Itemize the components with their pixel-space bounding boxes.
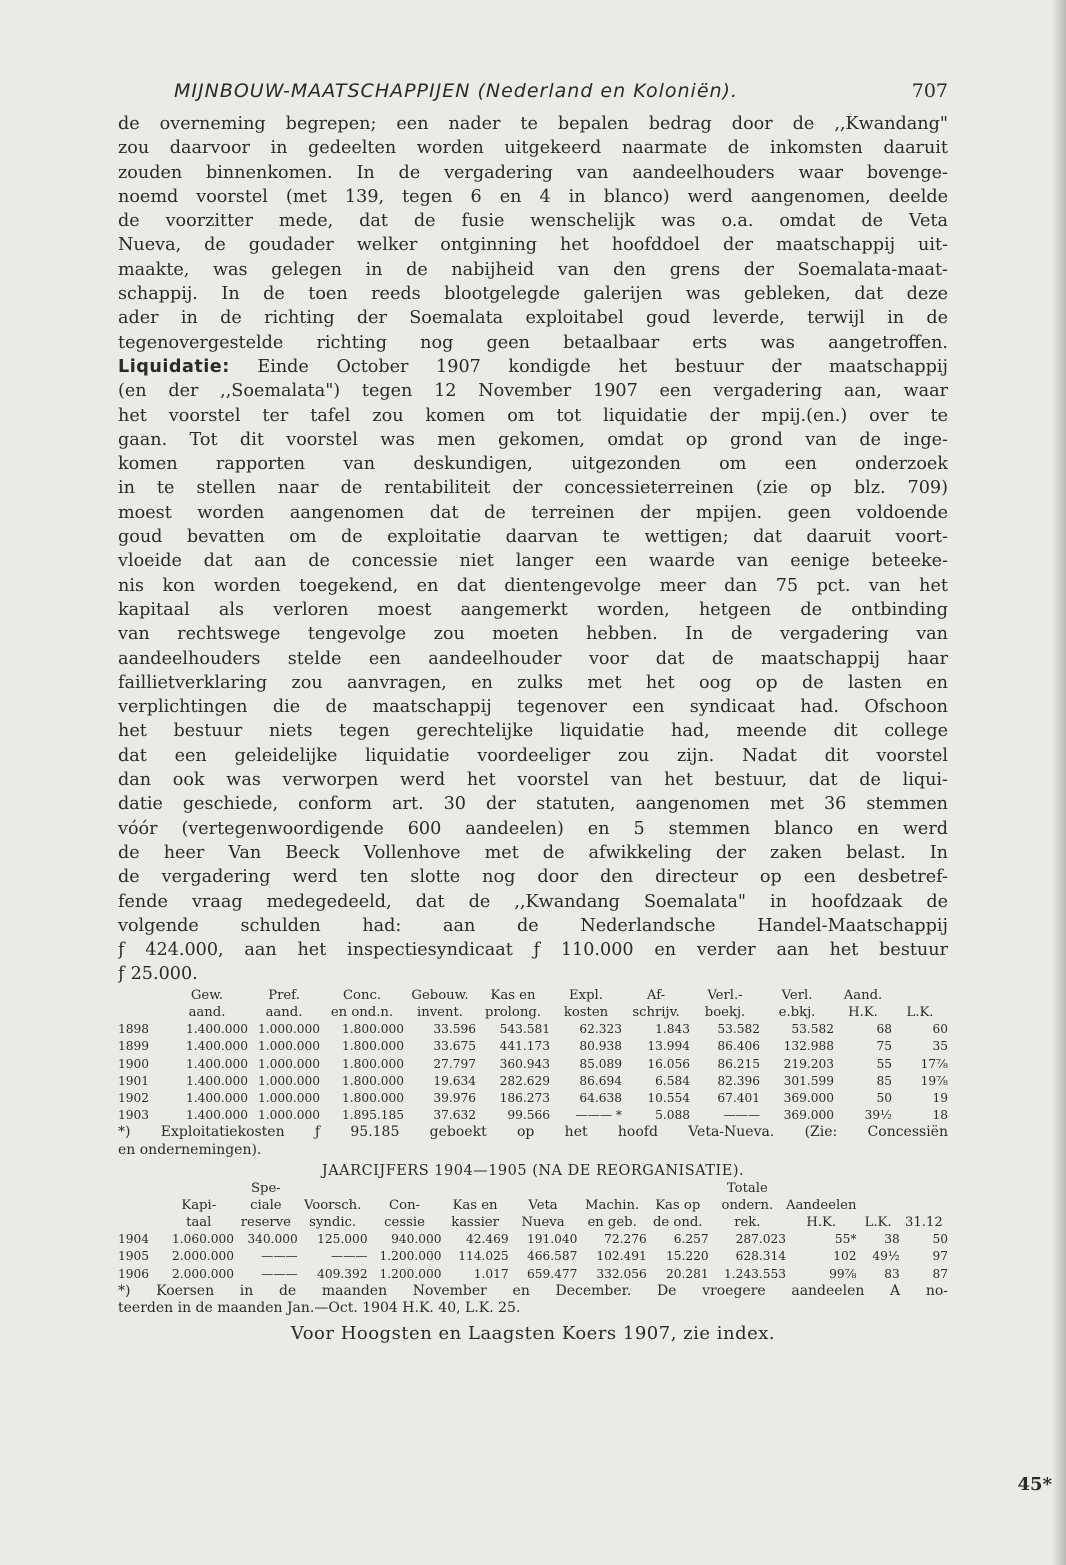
table-cell: 82.396	[717, 1073, 760, 1088]
text-line: kapitaal als verloren moest aangemerkt worden, hetgeen de ontbinding	[118, 599, 948, 620]
table-cell	[900, 1180, 948, 1197]
footer-index-note: Voor Hoogsten en Laagsten Koers 1907, zie index.	[290, 1322, 776, 1344]
text-line: maakte, was gelegen in de nabijheid van den grens der Soemalata-maat-	[118, 259, 948, 280]
table-cell: ———	[261, 1266, 298, 1281]
table-cell: 31.12	[904, 1214, 943, 1230]
row-label-cell: 1902	[118, 1090, 150, 1105]
text-line: het voorstel ter tafel zou komen om tot liquidatie der mpij.(en.) over te	[118, 405, 948, 426]
table-cell: Aandeelen	[786, 1197, 857, 1213]
row-label-cell: 1903	[118, 1108, 150, 1123]
row-label-cell: 1898	[118, 1022, 150, 1037]
text-line: de heer Van Beeck Vollenhove met de afwikkeling der zaken belast. In	[118, 842, 948, 863]
table-row	[118, 1021, 948, 1038]
table-cell: Verl.-	[707, 987, 743, 1003]
text-line: faillietverklaring zou aanvragen, en zulks met het oog op de lasten en	[118, 672, 948, 693]
table-cell: 1.400.000	[185, 1056, 248, 1071]
table-cell: 49½	[872, 1249, 900, 1264]
table-cell: cessie	[384, 1214, 425, 1230]
table2-footnote	[118, 1283, 948, 1318]
table-header-row	[118, 1180, 948, 1197]
table-cell: 39½	[864, 1108, 892, 1123]
table-cell: Kapi-	[181, 1197, 217, 1213]
table-cell: 125.000	[317, 1232, 368, 1247]
table-cell: en ond.n.	[330, 1004, 394, 1020]
text-line: zouden binnenkomen. In de vergadering van aandeelhouders waar bovenge-	[118, 162, 948, 183]
table-cell: Verl.	[781, 987, 813, 1003]
table-cell: 6.584	[655, 1073, 690, 1088]
table-cell: 60	[932, 1022, 948, 1037]
text-line: ader in de richting der Soemalata exploitabel goud leverde, terwijl in de	[118, 308, 948, 329]
table-cell: 332.056	[596, 1266, 647, 1281]
text-line: Nueva, de goudader welker ontginning het hoofddoel der maatschappij uit-	[118, 235, 948, 256]
table-cell: 369.000	[783, 1090, 834, 1105]
liquidatie-keyword: Liquidatie:	[118, 356, 230, 377]
page-header	[118, 76, 948, 112]
table-cell: Kas op	[655, 1197, 701, 1213]
table-cell: 50	[932, 1232, 948, 1247]
table-cell: 87	[932, 1266, 948, 1281]
table-cell: rek.	[734, 1214, 761, 1230]
row-label-cell: 1901	[118, 1073, 150, 1088]
text-line: vloeide dat aan de concessie niet langer een waarde van eenige beteeke-	[118, 551, 948, 572]
table-cell: 33.675	[433, 1039, 476, 1054]
table-cell: 1.400.000	[185, 1039, 248, 1054]
table-cell: 15.220	[666, 1249, 709, 1264]
table-header-row	[118, 987, 948, 1004]
signature-mark: 45*	[1017, 1474, 1052, 1495]
text-line: van rechtswege tengevolge zou moeten hebben. In de vergadering van	[118, 624, 948, 645]
table-cell: 1.000.000	[257, 1090, 320, 1105]
text-line: datie geschiede, conform art. 30 der statuten, aangenomen met 36 stemmen	[118, 794, 948, 815]
table-cell	[298, 1180, 368, 1197]
table-cell: 83	[884, 1266, 900, 1281]
table-cell: Spe-	[251, 1180, 281, 1196]
table-cell: 99.566	[507, 1108, 550, 1123]
table-cell: 628.314	[735, 1249, 787, 1264]
table-cell: 86.694	[579, 1073, 622, 1088]
footnote-line: en ondernemingen).	[118, 1141, 262, 1158]
table-cell: 409.392	[317, 1266, 368, 1281]
table-cell: 16.056	[647, 1056, 690, 1071]
table-cell: H.K.	[806, 1214, 837, 1230]
table-cell	[856, 1197, 899, 1214]
table-cell: 441.173	[499, 1039, 550, 1054]
table-cell: Pref.	[268, 987, 300, 1003]
text-line: volgende schulden had: aan de Nederlandsche Handel-Maatschappij	[118, 915, 948, 936]
table-cell: Machin.	[585, 1197, 640, 1213]
table-cell: 37.632	[433, 1108, 476, 1123]
table-cell	[577, 1180, 646, 1197]
text-line: verplichtingen die de maatschappij tegenover een syndicaat had. Ofschoon	[118, 697, 948, 718]
table-cell: 86.215	[717, 1056, 760, 1071]
text-line: tegenovergestelde richting nog geen betaalbaar erts was aangetroffen.	[118, 332, 948, 353]
table-cell: Expl.	[569, 987, 603, 1003]
text-line: (en der ,,Soemalata") tegen 12 November 1907 een vergadering aan, waar	[118, 381, 948, 402]
table-cell: 301.599	[783, 1073, 834, 1088]
footnote-line: teerden in de maanden Jan.—Oct. 1904 H.K. 40, L.K. 25.	[118, 1300, 521, 1317]
table-cell: 287.023	[735, 1232, 787, 1247]
table-header-row	[118, 1197, 948, 1214]
text-line: zou daarvoor in gedeelten worden uitgekeerd naarmate de inkomsten daaruit	[118, 138, 948, 159]
table-cell: prolong.	[485, 1004, 541, 1020]
table-header-row	[118, 1004, 948, 1021]
table-cell: reserve	[240, 1214, 291, 1230]
text-line	[118, 355, 948, 379]
table-cell: Voorsch.	[303, 1197, 362, 1213]
text-line: moest worden aangenomen dat de terreinen der mpijen. geen voldoende	[118, 502, 948, 523]
text-line: schappij. In de toen reeds blootgelegde galerijen was gebleken, dat deze	[118, 284, 948, 305]
table-cell: 19.634	[433, 1073, 476, 1088]
table-cell: Totale	[726, 1180, 768, 1196]
table-cell: Gew.	[190, 987, 224, 1003]
table-cell: 17⅞	[920, 1056, 948, 1071]
table-cell: ciale	[250, 1197, 282, 1213]
table-cell: Veta	[528, 1197, 558, 1213]
table-cell: 1.895.185	[341, 1108, 404, 1123]
table-cell: 75	[876, 1039, 892, 1054]
table-cell: 369.000	[783, 1108, 834, 1123]
table-cell	[892, 987, 948, 1004]
table-cell: 33.596	[433, 1022, 476, 1037]
table-cell: ———	[331, 1249, 368, 1264]
financial-table-1898-1903	[118, 987, 948, 1125]
text-line: vóór (vertegenwoordigende 600 aandeelen) en 5 stemmen blanco en werd	[118, 818, 948, 839]
text-line: komen rapporten van deskundigen, uitgezonden om een onderzoek	[118, 454, 948, 475]
table-cell: 1.400.000	[185, 1090, 248, 1105]
table-cell: Af-	[646, 987, 666, 1003]
table-cell: 1.000.000	[257, 1108, 320, 1123]
table-cell: invent.	[417, 1004, 463, 1020]
table-cell	[164, 1180, 235, 1197]
table-cell: kosten	[563, 1004, 609, 1020]
text-line: gaan. Tot dit voorstel was men gekomen, omdat op grond van de inge-	[118, 429, 948, 450]
table-cell: Gebouw.	[411, 987, 469, 1003]
table-cell: de ond.	[652, 1214, 703, 1230]
table-cell	[368, 1180, 442, 1197]
row-label-cell	[118, 1197, 164, 1214]
table-cell: 53.582	[791, 1022, 834, 1037]
table-cell: 191.040	[527, 1232, 578, 1247]
table-cell: 85.089	[579, 1056, 622, 1071]
table-cell: Con-	[389, 1197, 421, 1213]
row-label-cell: 1905	[118, 1249, 150, 1264]
table-cell: 114.025	[458, 1249, 509, 1264]
table-cell: 2.000.000	[172, 1266, 235, 1281]
text-line: de overneming begrepen; een nader te bepalen bedrag door de ,,Kwandang"	[118, 114, 948, 134]
table-cell: 1.800.000	[341, 1056, 404, 1071]
row-label-cell: 1904	[118, 1232, 150, 1247]
text-line: het bestuur niets tegen gerechtelijke liquidatie had, meende dit college	[118, 721, 948, 742]
table-cell: 1.400.000	[185, 1108, 248, 1123]
table-cell: 1.800.000	[341, 1039, 404, 1054]
table-cell: 1.017	[473, 1266, 509, 1281]
table-cell: ——— *	[575, 1108, 622, 1123]
table-cell: taal	[186, 1214, 212, 1230]
table-cell: 1.400.000	[185, 1022, 248, 1037]
table-cell: 1.843	[655, 1022, 690, 1037]
table-cell: Kas en	[452, 1197, 498, 1213]
table-cell: kassier	[451, 1214, 499, 1230]
table-row	[118, 1038, 948, 1055]
table-cell: 1.060.000	[172, 1232, 235, 1247]
table-cell: 68	[876, 1022, 892, 1037]
table-cell: 6.257	[673, 1232, 709, 1247]
table-cell: 19⅞	[920, 1073, 948, 1088]
table-cell: 10.554	[647, 1090, 690, 1105]
table-cell: 1.000.000	[257, 1022, 320, 1037]
footnote-line: *) Koersen in de maanden November en December. De vroegere aandeelen A no-	[118, 1282, 948, 1299]
table-row	[118, 1056, 948, 1073]
liquidatie-first-line: Einde October 1907 kondigde het bestuur der maatschappij	[229, 356, 948, 377]
text-line: de vergadering werd ten slotte nog door den directeur op een desbetref-	[118, 867, 948, 888]
table-cell: Nueva	[521, 1214, 565, 1230]
table-cell: L.K.	[906, 1004, 934, 1020]
table-cell: e.bkj.	[778, 1004, 816, 1020]
table-cell	[900, 1197, 948, 1214]
liquidatie-paragraph	[118, 355, 948, 987]
table-cell: 55*	[834, 1232, 857, 1247]
table-cell: 35	[932, 1039, 948, 1054]
table-cell: 19	[932, 1090, 948, 1105]
text-line: goud bevatten om de exploitatie daarvan te wettigen; dat daaruit voort-	[118, 527, 948, 548]
row-label-cell: 1899	[118, 1039, 150, 1054]
text-line: dan ook was verworpen werd het voorstel van het bestuur, dat de liqui-	[118, 770, 948, 791]
table-cell: 86.406	[717, 1039, 760, 1054]
table-row	[118, 1248, 948, 1265]
text-line: dat een geleidelijke liquidatie voordeeliger zou zijn. Nadat dit voorstel	[118, 745, 948, 766]
table-cell: 1.243.553	[723, 1266, 787, 1281]
table-cell: 80.938	[579, 1039, 622, 1054]
table-cell: aand.	[265, 1004, 303, 1020]
text-line: noemd voorstel (met 139, tegen 6 en 4 in blanco) werd aangenomen, deelde	[118, 186, 948, 207]
table-cell: 18	[932, 1108, 948, 1123]
document-page	[118, 76, 948, 1346]
table-cell: 466.587	[527, 1249, 578, 1264]
table-cell: 27.797	[433, 1056, 476, 1071]
table-cell: syndic.	[309, 1214, 357, 1230]
page-number: 707	[911, 80, 948, 102]
table-cell: 1.800.000	[341, 1022, 404, 1037]
table-cell	[786, 1180, 856, 1197]
table-cell: 282.629	[499, 1073, 550, 1088]
text-line: in te stellen naar de rentabiliteit der concessieterreinen (zie op blz. 709)	[118, 478, 948, 499]
table-cell: 42.469	[465, 1232, 509, 1247]
table-cell: 219.203	[783, 1056, 834, 1071]
text-line: ƒ 424.000, aan het inspectiesyndicaat ƒ 110.000 en verder aan het bestuur	[118, 940, 948, 961]
table-cell: 186.273	[499, 1090, 550, 1105]
running-title: MIJNBOUW-MAATSCHAPPIJEN (Nederland en Koloniën).	[174, 80, 739, 102]
table-cell: 13.994	[647, 1039, 690, 1054]
table-cell: boekj.	[704, 1004, 746, 1020]
table-cell: 67.401	[717, 1090, 760, 1105]
table-cell: 2.000.000	[172, 1249, 235, 1264]
table-cell	[856, 1180, 899, 1197]
table2-title: JAARCIJFERS 1904—1905 (NA DE REORGANISATIE).	[321, 1162, 745, 1179]
table-cell: schrijv.	[632, 1004, 680, 1020]
text-line: fende vraag medegedeeld, dat de ,,Kwandang Soemalata" in hoofdzaak de	[118, 891, 948, 912]
footnote-line: *) Exploitatiekosten ƒ 95.185 geboekt op het hoofd Veta-Nueva. (Zie: Concessiën	[118, 1124, 948, 1141]
table-cell: 99⅞	[829, 1266, 857, 1281]
text-line: aandeelhouders stelde een aandeelhouder voor dat de maatschappij haar	[118, 648, 948, 669]
table-cell: 102	[833, 1249, 857, 1264]
row-label-cell	[118, 987, 166, 1004]
table-cell	[442, 1180, 509, 1197]
row-label-cell	[118, 1214, 164, 1231]
table-cell: 1.200.000	[379, 1266, 442, 1281]
table-cell: H.K.	[848, 1004, 878, 1020]
body-paragraph	[118, 112, 948, 355]
financial-table-1904-1906	[118, 1180, 948, 1283]
table-cell: ondern.	[721, 1197, 774, 1213]
table-cell: 97	[932, 1249, 948, 1264]
text-line: nis kon worden toegekend, en dat dientengevolge meer dan 75 pct. van het	[118, 575, 948, 596]
table-cell: 1.800.000	[341, 1073, 404, 1088]
row-label-cell	[118, 1004, 166, 1021]
table-cell: 1.000.000	[257, 1039, 320, 1054]
table-cell: 5.088	[655, 1108, 690, 1123]
table-cell: 340.000	[247, 1232, 298, 1247]
row-label-cell	[118, 1180, 164, 1197]
table-cell: 543.581	[499, 1022, 550, 1037]
text-line: ƒ 25.000.	[118, 964, 198, 985]
table-cell: 20.281	[666, 1266, 709, 1281]
table-cell: 940.000	[391, 1232, 442, 1247]
table-cell: 1.800.000	[341, 1090, 404, 1105]
table-cell: en geb.	[587, 1214, 637, 1230]
table-cell: 53.582	[717, 1022, 760, 1037]
table-cell	[509, 1180, 578, 1197]
table-row	[118, 1107, 948, 1124]
table-cell: 1.400.000	[185, 1073, 248, 1088]
table-row	[118, 1231, 948, 1248]
table-row	[118, 1266, 948, 1283]
table-cell: 360.943	[499, 1056, 550, 1071]
table-cell: 62.323	[579, 1022, 622, 1037]
table-cell: Aand.	[843, 987, 883, 1003]
table-row	[118, 1073, 948, 1090]
table-cell: Kas en	[490, 987, 536, 1003]
table-cell: 85	[876, 1073, 892, 1088]
page-edge-shadow	[1052, 0, 1066, 1565]
table-cell: 659.477	[527, 1266, 578, 1281]
table-cell: aand.	[188, 1004, 226, 1020]
table-cell: ———	[261, 1249, 298, 1264]
table-cell: L.K.	[864, 1214, 892, 1230]
table-cell: ———	[723, 1108, 760, 1123]
table-row	[118, 1090, 948, 1107]
table-cell: 1.200.000	[379, 1249, 442, 1264]
table-cell: 38	[884, 1232, 900, 1247]
table-cell: Conc.	[342, 987, 382, 1003]
table-cell: 1.000.000	[257, 1056, 320, 1071]
table-cell: 132.988	[783, 1039, 834, 1054]
table-cell: 102.491	[596, 1249, 647, 1264]
table-header-row	[118, 1214, 948, 1231]
table-cell: 39.976	[433, 1090, 476, 1105]
row-label-cell: 1900	[118, 1056, 150, 1071]
text-line: de voorzitter mede, dat de fusie wenschelijk was o.a. omdat de Veta	[118, 211, 948, 232]
row-label-cell: 1906	[118, 1266, 150, 1281]
table-cell: 72.276	[604, 1232, 647, 1247]
table-cell	[647, 1180, 709, 1197]
table-cell: 55	[876, 1056, 892, 1071]
table-cell: 64.638	[579, 1090, 622, 1105]
table-cell: 50	[876, 1090, 892, 1105]
table-cell: 1.000.000	[257, 1073, 320, 1088]
table1-footnote	[118, 1124, 948, 1159]
